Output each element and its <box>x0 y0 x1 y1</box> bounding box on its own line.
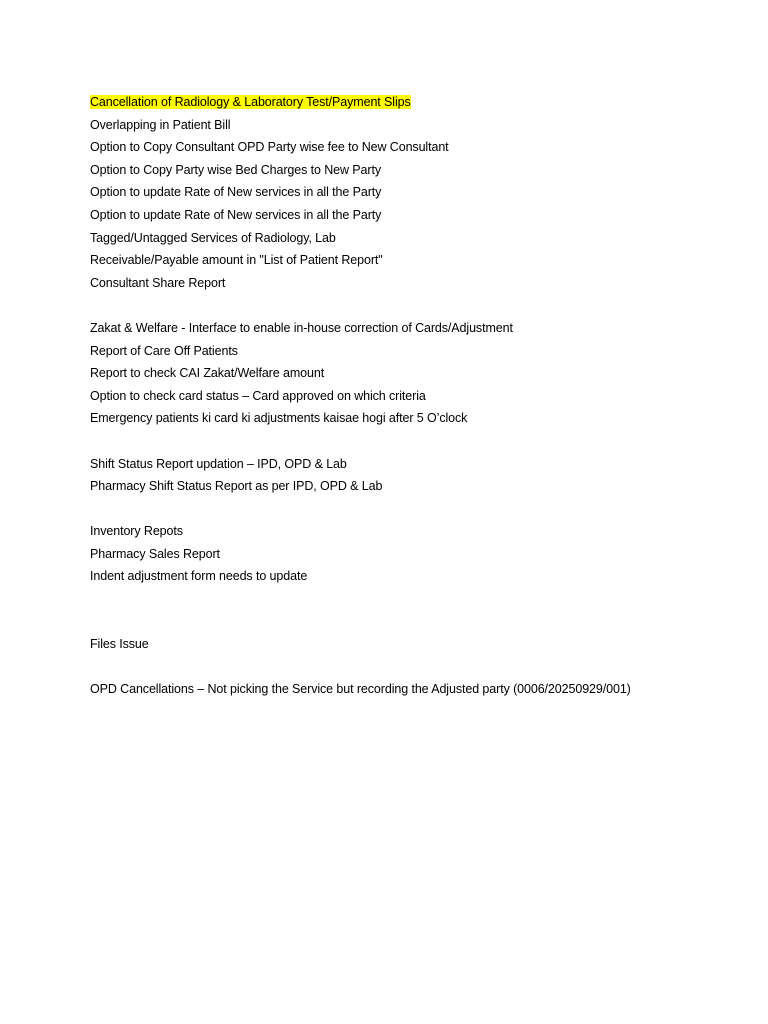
list-item: Emergency patients ki card ki adjustments kaisae hogi after 5 O’clock <box>90 411 468 426</box>
list-item: Indent adjustment form needs to update <box>90 569 308 584</box>
list-item: Option to Copy Party wise Bed Charges to New Party <box>90 162 381 177</box>
list-item: Shift Status Report updation – IPD, OPD & Lab <box>90 456 347 471</box>
list-item: Inventory Repots <box>90 524 183 539</box>
list-item: Receivable/Payable amount in "List of Patient Report" <box>90 253 383 268</box>
list-item: Pharmacy Shift Status Report as per IPD, OPD & Lab <box>90 479 383 494</box>
paragraph-spacer <box>90 430 730 453</box>
list-item: Option to Copy Consultant OPD Party wise fee to New Consultant <box>90 140 449 155</box>
document-body <box>90 91 730 701</box>
list-item: Overlapping in Patient Bill <box>90 117 231 132</box>
paragraph-spacer <box>90 656 730 679</box>
paragraph-spacer <box>90 588 730 611</box>
list-item: Report to check CAI Zakat/Welfare amount <box>90 366 325 381</box>
paragraph-spacer <box>90 294 730 317</box>
list-item: Option to update Rate of New services in all the Party <box>90 185 382 200</box>
list-item: Option to check card status – Card approved on which criteria <box>90 388 426 403</box>
highlighted-heading-line <box>90 91 730 114</box>
paragraph-spacer <box>90 498 730 521</box>
highlighted-heading: Cancellation of Radiology & Laboratory Test/Payment Slips <box>90 95 411 109</box>
list-item: Files Issue <box>90 637 149 652</box>
list-item: Report of Care Off Patients <box>90 343 238 358</box>
list-item: Pharmacy Sales Report <box>90 546 220 561</box>
list-item: Zakat & Welfare - Interface to enable in-house correction of Cards/Adjustment <box>90 320 513 335</box>
list-item: Tagged/Untagged Services of Radiology, Lab <box>90 230 336 245</box>
list-item: Consultant Share Report <box>90 275 226 290</box>
list-item: OPD Cancellations – Not picking the Service but recording the Adjusted party (0006/20250929/001) <box>90 682 631 697</box>
list-item: Option to update Rate of New services in all the Party <box>90 207 382 222</box>
paragraph-spacer <box>90 611 730 634</box>
